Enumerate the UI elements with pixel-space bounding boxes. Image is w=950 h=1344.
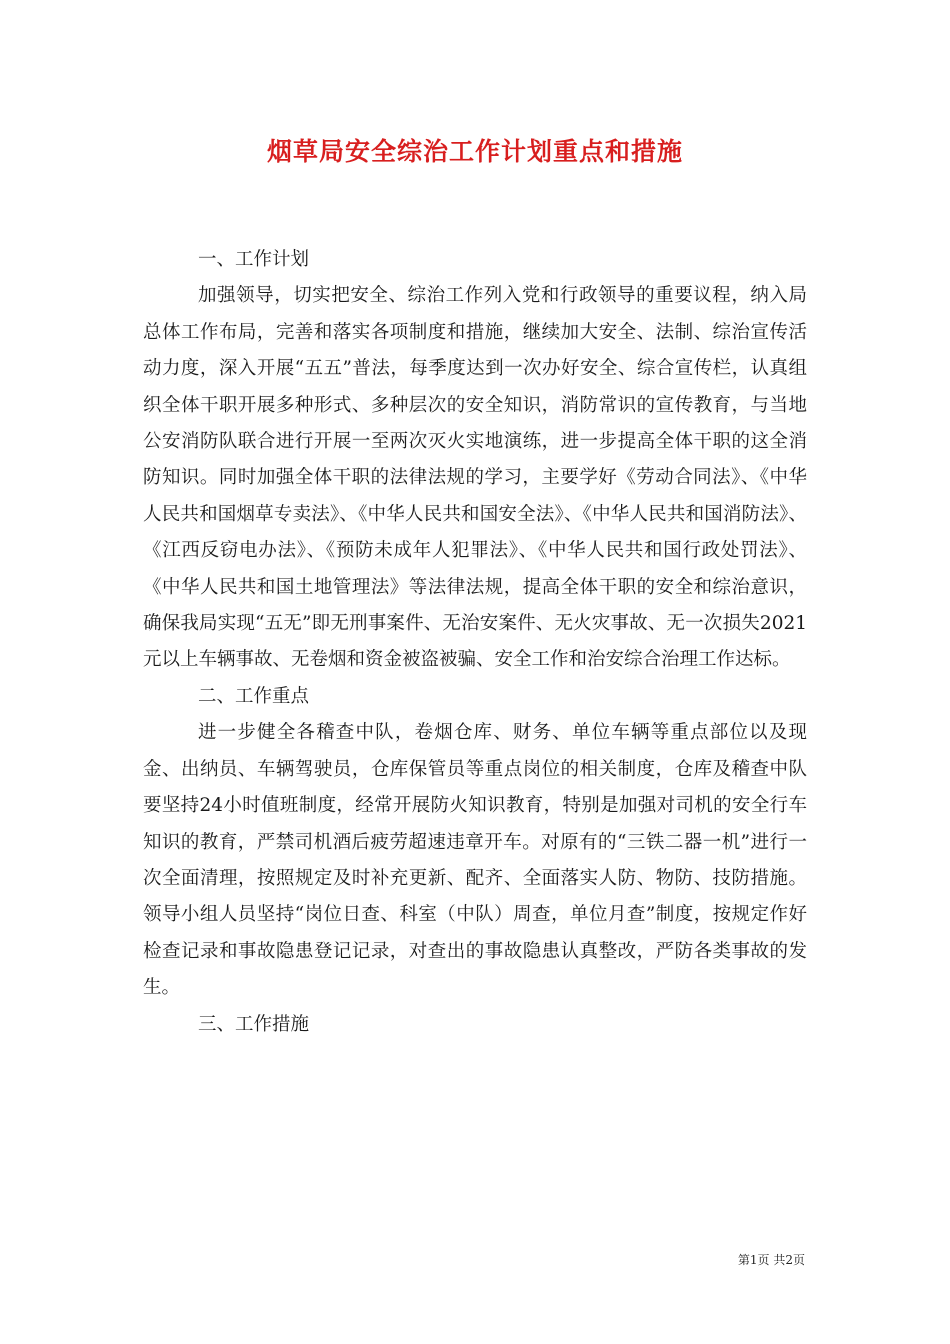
section-paragraph-2: 进一步健全各稽查中队，卷烟仓库、财务、单位车辆等重点部位以及现金、出纳员、车辆驾驶员，仓库保管员等重点岗位的相关制度，仓库及稽查中队要坚持24小时值班制度，经常开展防火知识教育，特别是加强对司机的安全行车知识的教育，严禁司机酒后疲劳超速违章开车。对原有的“三铁二器一机”进行一次全面清理，按照规定及时补充更新、配齐、全面落实人防、物防、技防措施。领导小组人员坚持“岗位日查、科室（中队）周查，单位月查”制度，按规定作好检查记录和事故隐患登记记录，对查出的事故隐患认真整改，严防各类事故的发生。 <box>143 722 807 999</box>
section-heading-1: 一、工作计划 <box>198 249 310 270</box>
section-paragraph-1: 加强领导，切实把安全、综治工作列入党和行政领导的重要议程，纳入局总体工作布局，完善和落实各项制度和措施，继续加大安全、法制、综治宣传活动力度，深入开展“五五”普法，每季度达到一次办好安全、综合宣传栏，认真组织全体干职开展多种形式、多种层次的安全知识，消防常识的宣传教育，与当地公安消防队联合进行开展一至两次灭火实地演练，进一步提高全体干职的这全消防知识。同时加强全体干职的法律法规的学习，主要学好《劳动合同法》、《中华人民共和国烟草专卖法》、《中华人民共和国安全法》、《中华人民共和国消防法》、《江西反窃电办法》、《预防未成年人犯罪法》、《中华人民共和国行政处罚法》、《中华人民共和国土地管理法》等法律法规，提高全体干职的安全和综治意识，确保我局实现“五无”即无刑事案件、无治安案件、无火灾事故、无一次损失2021元以上车辆事故、无卷烟和资金被盗被骗、安全工作和治安综合治理工作达标。 <box>143 285 807 671</box>
section-heading-3: 三、工作措施 <box>198 1013 310 1035</box>
document-title: 烟草局安全综治工作计划重点和措施 <box>266 137 683 166</box>
page-number-footer: 第1页 共2页 <box>737 1253 805 1267</box>
document-body <box>143 242 807 1043</box>
section-heading-2: 二、工作重点 <box>198 685 310 707</box>
